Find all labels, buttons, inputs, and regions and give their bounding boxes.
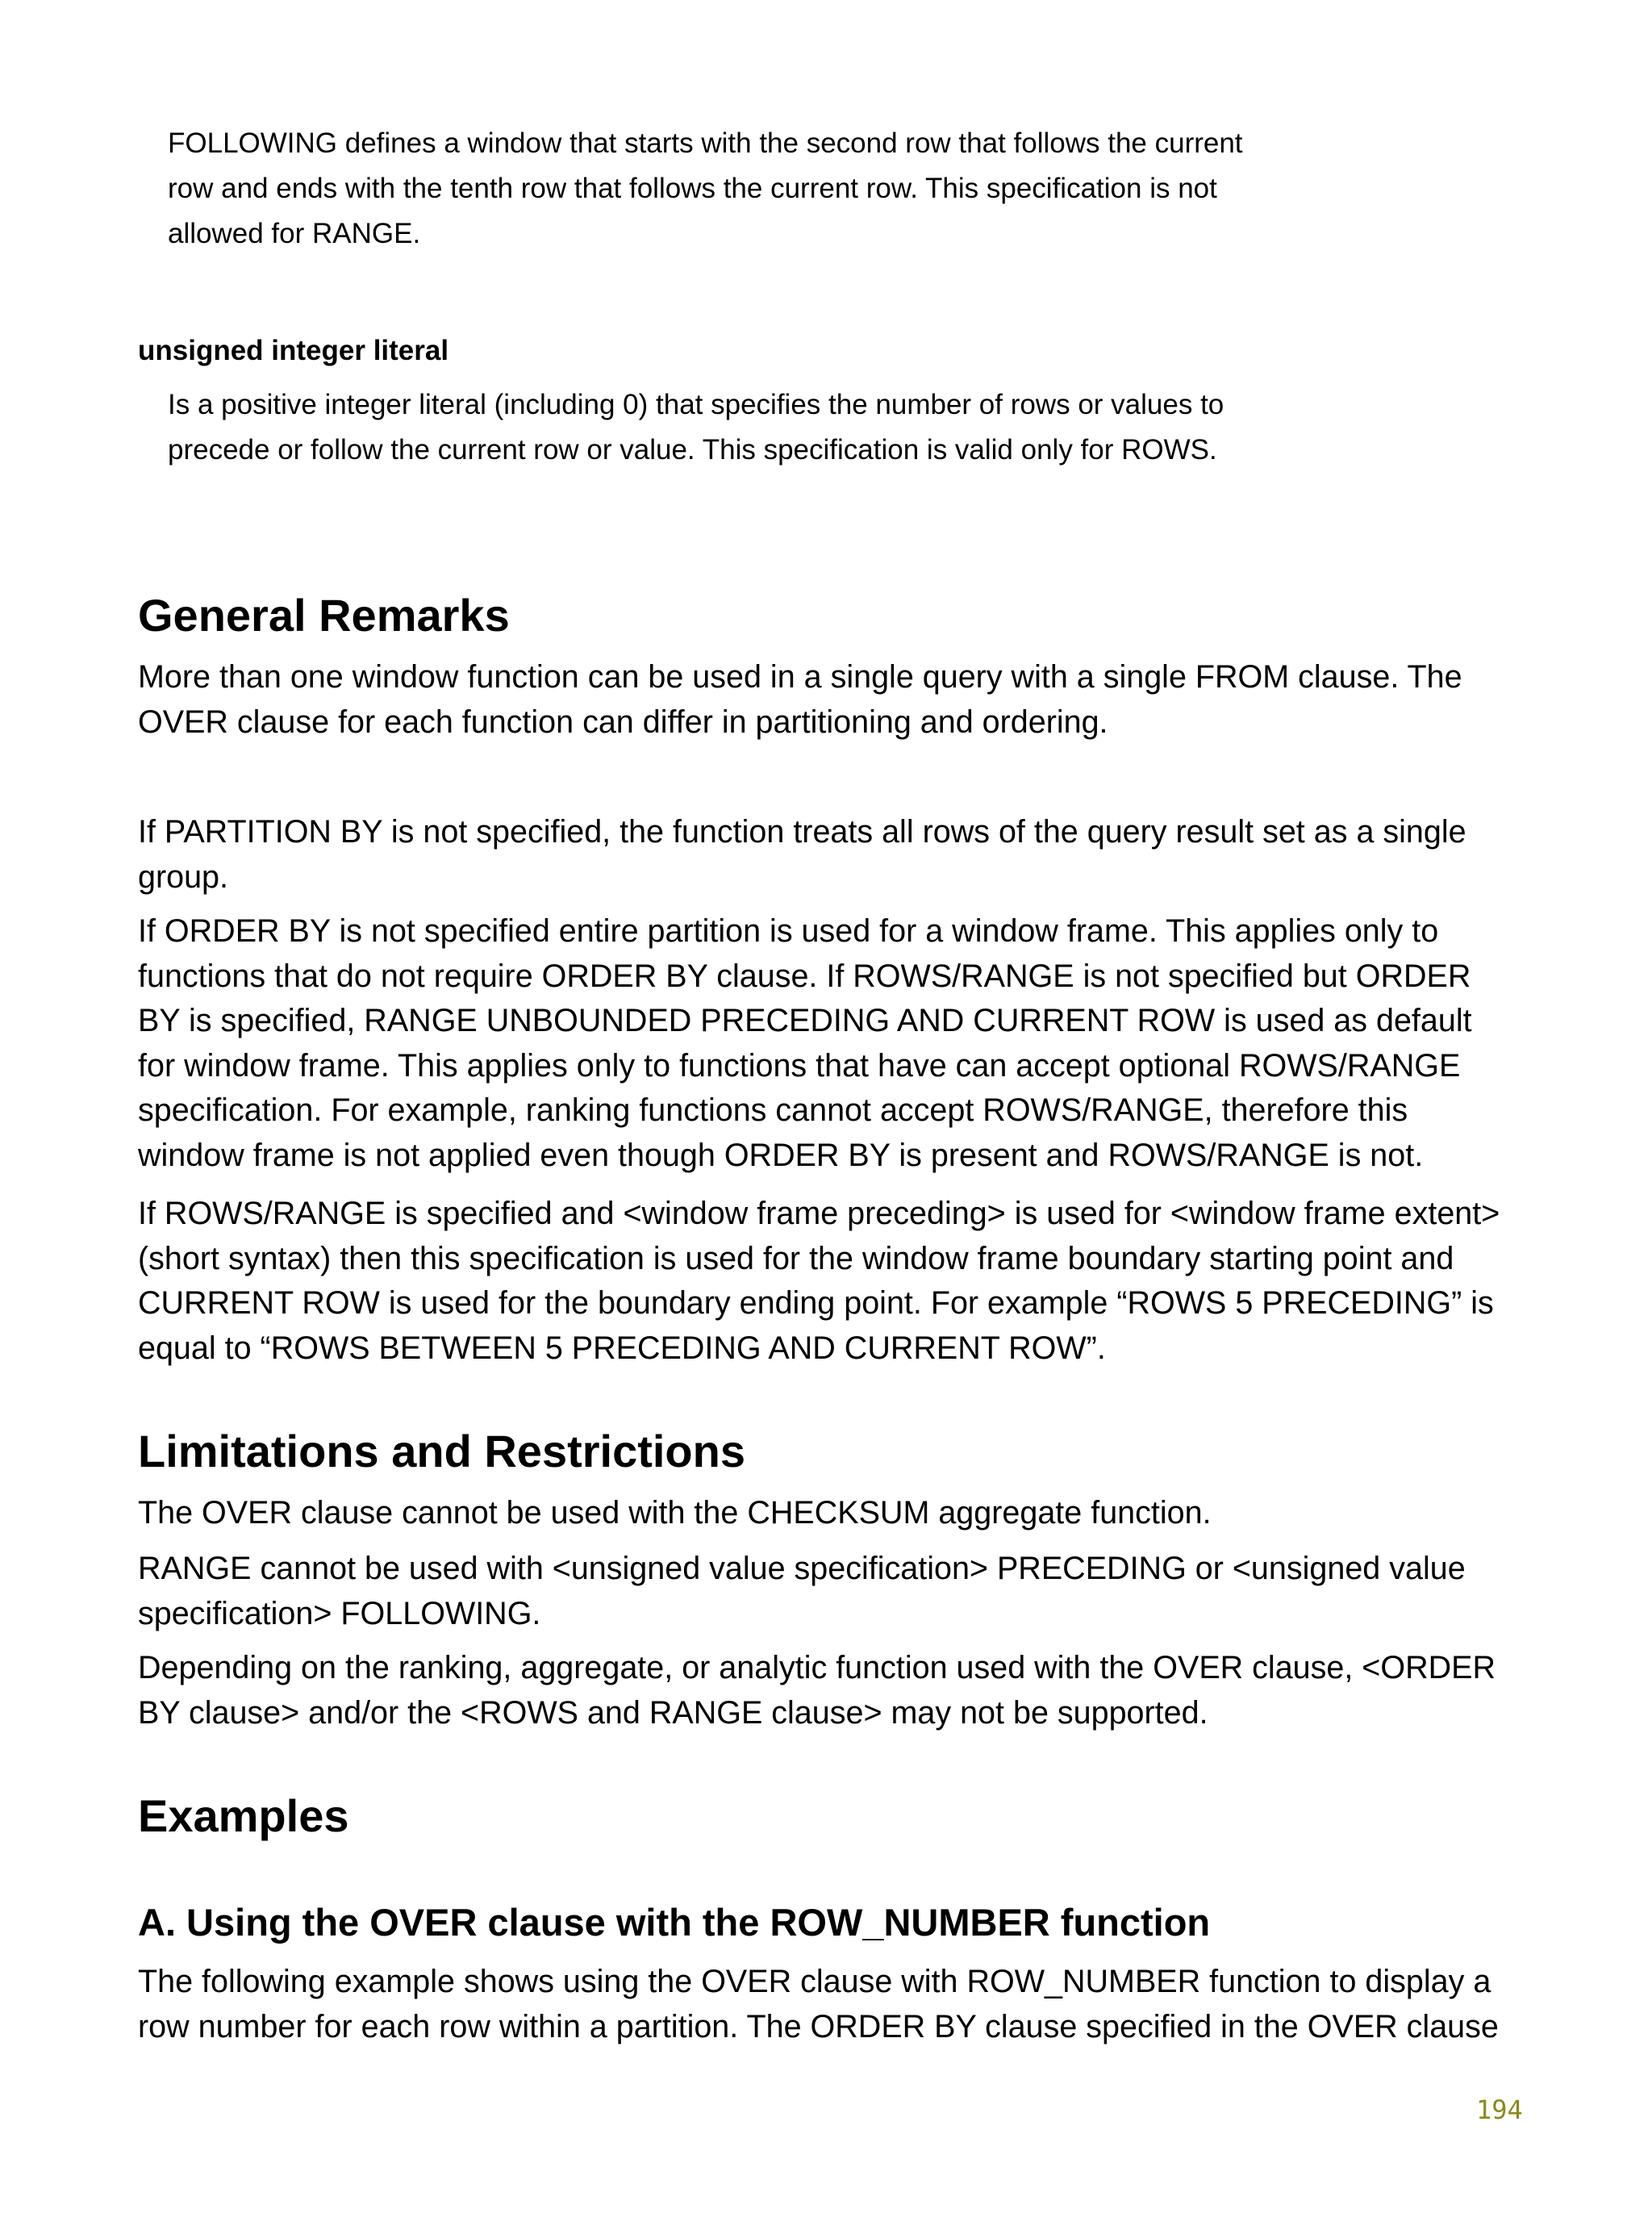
term-definition-text [168,382,1539,473]
paragraph [138,909,1525,1178]
text-line: precede or follow the current row or value. This specification is valid only for ROWS. [168,434,1217,466]
paragraph [138,1192,1525,1371]
example-subheading: A. Using the OVER clause with the ROW_NUMBER function [138,1901,1211,1944]
text-line: Is a positive integer literal (including 0) that specifies the number of rows or values to [168,389,1224,420]
text-line: BY is specified, RANGE UNBOUNDED PRECEDING AND CURRENT ROW is used as default [138,1003,1472,1038]
text-line: The OVER clause cannot be used with the CHECKSUM aggregate function. [138,1495,1212,1531]
text-line: allowed for RANGE. [168,218,421,249]
text-line: Depending on the ranking, aggregate, or analytic function used with the OVER clause, <ORDER [138,1650,1496,1685]
term-heading: unsigned integer literal [138,335,449,366]
text-line: row number for each row within a partition. The ORDER BY clause specified in the OVER clause [138,2008,1499,2044]
page-number: 194 [1476,2094,1523,2125]
paragraph [138,655,1525,745]
section-heading-general-remarks: General Remarks [138,590,510,641]
paragraph [138,1646,1525,1735]
text-line: If PARTITION BY is not specified, the function treats all rows of the query result set as a single [138,814,1466,850]
text-line: group. [138,858,229,895]
text-line: row and ends with the tenth row that follows the current row. This specification is not [168,173,1217,204]
text-line: for window frame. This applies only to functions that have can accept optional ROWS/RANGE [138,1047,1461,1084]
text-line: functions that do not require ORDER BY clause. If ROWS/RANGE is not specified but ORDER [138,958,1471,994]
paragraph [138,1491,1525,1536]
text-line: specification> FOLLOWING. [138,1595,541,1631]
text-line: OVER clause for each function can differ in partitioning and ordering. [138,704,1108,740]
text-line: BY clause> and/or the <ROWS and RANGE clause> may not be supported. [138,1694,1208,1731]
paragraph [138,810,1525,900]
text-line: FOLLOWING defines a window that starts with the second row that follows the current [168,127,1243,159]
text-line: If ROWS/RANGE is specified and <window frame preceding> is used for <window frame extent> [138,1196,1500,1231]
text-line: RANGE cannot be used with <unsigned value specification> PRECEDING or <unsigned value [138,1551,1466,1586]
paragraph [138,1960,1525,2049]
text-line: (short syntax) then this specification is used for the window frame boundary starting point and [138,1240,1454,1276]
text-line: window frame is not applied even though ORDER BY is present and ROWS/RANGE is not. [138,1137,1424,1173]
text-line: More than one window function can be used in a single query with a single FROM clause. The [138,659,1462,695]
text-line: If ORDER BY is not specified entire partition is used for a window frame. This applies only to [138,913,1439,949]
text-line: CURRENT ROW is used for the boundary ending point. For example “ROWS 5 PRECEDING” is [138,1285,1494,1321]
paragraph [138,1547,1525,1636]
text-line: equal to “ROWS BETWEEN 5 PRECEDING AND CURRENT ROW”. [138,1330,1106,1366]
following-definition-text [168,121,1539,257]
section-heading-examples: Examples [138,1790,349,1841]
text-line: specification. For example, ranking functions cannot accept ROWS/RANGE, therefore this [138,1092,1408,1128]
text-line: The following example shows using the OVER clause with ROW_NUMBER function to display a [138,1964,1491,1999]
section-heading-limitations: Limitations and Restrictions [138,1426,745,1476]
